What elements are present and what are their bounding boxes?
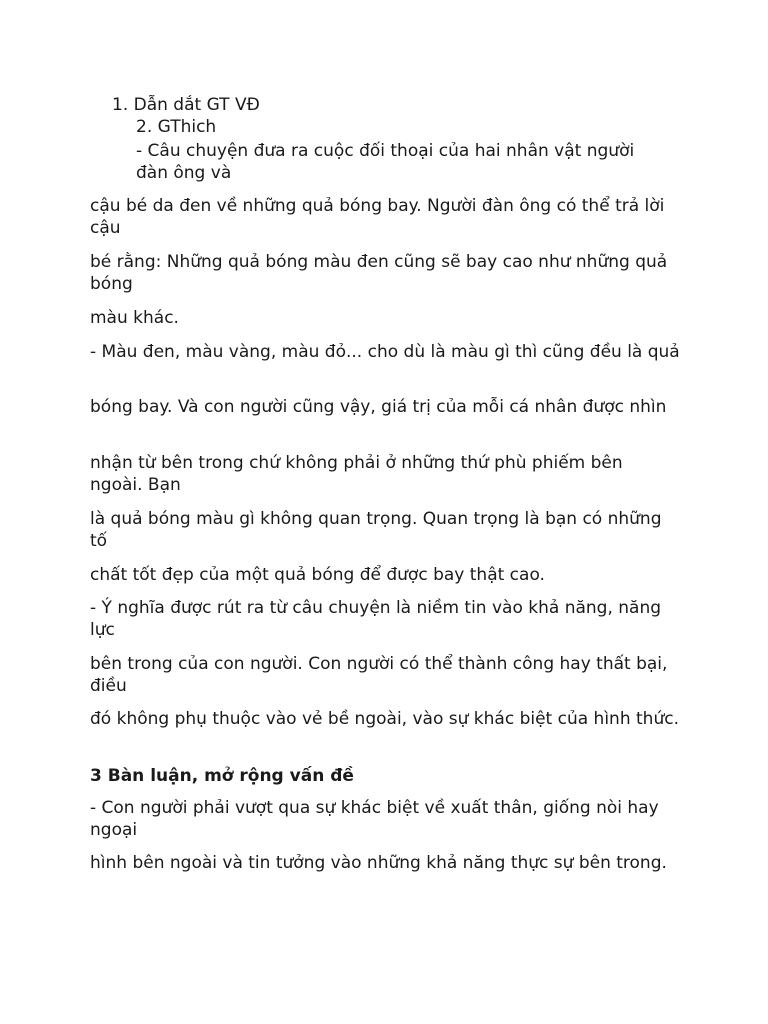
intro-line-2: đàn ông và xyxy=(136,163,232,183)
paragraph-8: chất tốt đẹp của một quả bóng để được bay thật cao. xyxy=(90,565,545,585)
paragraph-10: bên trong của con người. Con người có thể thành công hay thất bại, điều xyxy=(90,654,668,696)
list-item-2: 2. GThich xyxy=(136,117,217,137)
paragraph-9: - Ý nghĩa được rút ra từ câu chuyện là niềm tin vào khả năng, năng lực xyxy=(90,598,662,640)
paragraph-12: - Con người phải vượt qua sự khác biệt về xuất thân, giống nòi hay ngoại xyxy=(90,798,659,840)
paragraph-5: bóng bay. Và con người cũng vậy, giá trị của mỗi cá nhân được nhìn xyxy=(90,397,667,417)
paragraph-11: đó không phụ thuộc vào vẻ bề ngoài, vào sự khác biệt của hình thức. xyxy=(90,709,679,729)
paragraph-3: màu khác. xyxy=(90,308,179,328)
paragraph-4: - Màu đen, màu vàng, màu đỏ... cho dù là màu gì thì cũng đều là quả xyxy=(90,342,680,362)
paragraph-2: bé rằng: Những quả bóng màu đen cũng sẽ bay cao như những quả bóng xyxy=(90,252,668,294)
section-heading: 3 Bàn luận, mở rộng vấn đề xyxy=(90,766,354,786)
list-item-1: 1. Dẫn dắt GT VĐ xyxy=(112,95,260,115)
paragraph-7: là quả bóng màu gì không quan trọng. Quan trọng là bạn có những tố xyxy=(90,509,662,551)
intro-line-1: - Câu chuyện đưa ra cuộc đối thoại của hai nhân vật người xyxy=(136,141,635,161)
paragraph-6: nhận từ bên trong chứ không phải ở những thứ phù phiếm bên ngoài. Bạn xyxy=(90,453,623,495)
paragraph-13: hình bên ngoài và tin tưởng vào những khả năng thực sự bên trong. xyxy=(90,853,667,873)
paragraph-1: cậu bé da đen về những quả bóng bay. Người đàn ông có thể trả lời cậu xyxy=(90,196,665,238)
